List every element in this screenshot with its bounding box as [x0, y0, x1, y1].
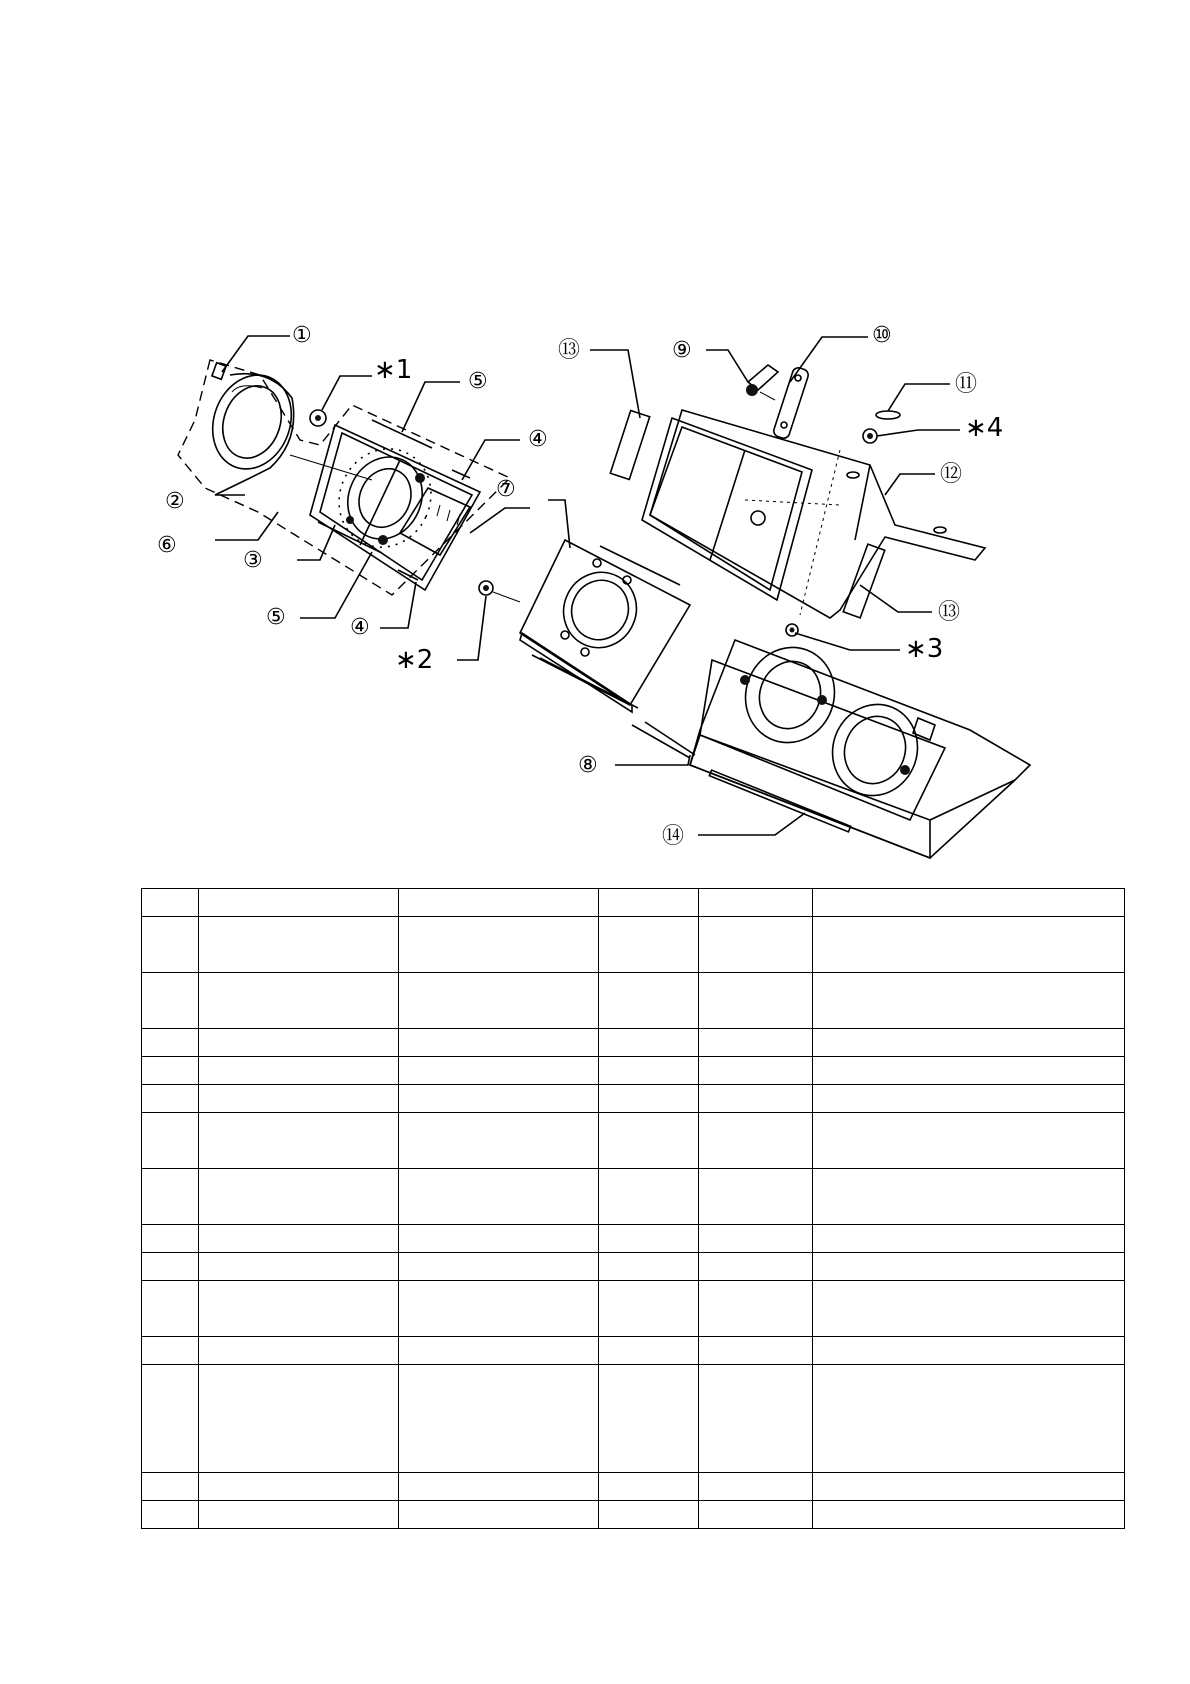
table-cell: [599, 917, 699, 973]
table-cell: [199, 1057, 399, 1085]
table-cell: [399, 1169, 599, 1225]
table-cell: [813, 1365, 1125, 1473]
table-cell: [699, 1225, 813, 1253]
table-row: [142, 1113, 1125, 1169]
table-cell: [699, 1281, 813, 1337]
table-row: [142, 1337, 1125, 1365]
table-cell: [399, 1365, 599, 1473]
callout-8: ⑧: [578, 753, 598, 778]
table-cell: [813, 1281, 1125, 1337]
callout-9: ⑨: [672, 338, 692, 363]
table-cell: [599, 1225, 699, 1253]
table-cell: [142, 1365, 199, 1473]
strip-13-left: [610, 411, 649, 480]
table-cell: [599, 1473, 699, 1501]
table-cell: [813, 1169, 1125, 1225]
callout-5-top: ⑤: [468, 369, 488, 394]
table-cell: [813, 1473, 1125, 1501]
dial-panel: [290, 425, 480, 590]
table-cell: [142, 889, 199, 917]
table-cell: [599, 1029, 699, 1057]
table-cell: [699, 1169, 813, 1225]
table-cell: [142, 1029, 199, 1057]
table-cell: [199, 1253, 399, 1281]
callout-2: ②: [165, 489, 185, 514]
table-cell: [199, 1337, 399, 1365]
table-cell: [399, 1029, 599, 1057]
table-cell: [199, 1113, 399, 1169]
callout-star-1: ∗1: [374, 355, 413, 385]
table-row: [142, 1085, 1125, 1113]
table-cell: [399, 1057, 599, 1085]
table-cell: [813, 889, 1125, 917]
table-cell: [142, 973, 199, 1029]
callout-star-3: ∗3: [905, 634, 944, 664]
table-cell: [142, 917, 199, 973]
callout-3: ③: [243, 548, 263, 573]
table-row: [142, 1473, 1125, 1501]
table-cell: [399, 973, 599, 1029]
table-cell: [599, 1085, 699, 1113]
assembly-boundary-dashed: [178, 360, 510, 595]
table-cell: [199, 889, 399, 917]
screw-4: [863, 429, 877, 443]
callout-7: ⑦: [496, 477, 516, 502]
table-row: [142, 1253, 1125, 1281]
table-cell: [142, 1281, 199, 1337]
table-row: [142, 1057, 1125, 1085]
table-cell: [813, 973, 1125, 1029]
callout-14: ⑭: [662, 824, 685, 849]
strips-left: [318, 420, 470, 580]
table-cell: [813, 917, 1125, 973]
table-cell: [142, 1085, 199, 1113]
table-cell: [199, 1281, 399, 1337]
table-cell: [699, 1501, 813, 1529]
callout-4-bottom: ④: [350, 615, 370, 640]
upper-housing: [642, 410, 985, 618]
table-cell: [199, 917, 399, 973]
table-cell: [142, 1113, 199, 1169]
table-cell: [399, 1501, 599, 1529]
table-cell: [399, 1281, 599, 1337]
table-cell: [399, 1473, 599, 1501]
table-header-row: [142, 889, 1125, 917]
table-cell: [699, 1057, 813, 1085]
callout-star-4: ∗4: [965, 413, 1004, 443]
parts-table: [141, 888, 1125, 1529]
table-cell: [142, 1473, 199, 1501]
table-cell: [813, 1225, 1125, 1253]
table-cell: [199, 1085, 399, 1113]
table-cell: [199, 1169, 399, 1225]
table-cell: [699, 973, 813, 1029]
left-assembly: [178, 360, 510, 595]
hinge-parts: [746, 365, 900, 440]
table-cell: [699, 889, 813, 917]
callout-1: ①: [292, 323, 312, 348]
table-cell: [813, 1253, 1125, 1281]
table-cell: [142, 1057, 199, 1085]
parts-table-body: [142, 889, 1125, 1529]
table-cell: [599, 1281, 699, 1337]
table-cell: [699, 1085, 813, 1113]
table-cell: [699, 1113, 813, 1169]
table-cell: [199, 1501, 399, 1529]
table-cell: [399, 1113, 599, 1169]
table-cell: [813, 1337, 1125, 1365]
callout-6: ⑥: [157, 533, 177, 558]
table-cell: [599, 1169, 699, 1225]
table-row: [142, 1501, 1125, 1529]
table-cell: [399, 1253, 599, 1281]
table-cell: [142, 1253, 199, 1281]
table-cell: [699, 917, 813, 973]
table-cell: [813, 1085, 1125, 1113]
callout-12: ⑫: [940, 462, 963, 487]
callout-13-top: ⑬: [558, 338, 581, 363]
table-row: [142, 1169, 1125, 1225]
table-cell: [599, 1365, 699, 1473]
callout-5-bottom: ⑤: [266, 605, 286, 630]
table-cell: [599, 1253, 699, 1281]
table-cell: [813, 1029, 1125, 1057]
table-cell: [599, 1113, 699, 1169]
callout-4-top: ④: [528, 427, 548, 452]
table-cell: [599, 1337, 699, 1365]
table-cell: [199, 1029, 399, 1057]
table-cell: [699, 1029, 813, 1057]
table-cell: [142, 1501, 199, 1529]
table-cell: [699, 1473, 813, 1501]
middle-plate: [520, 540, 690, 712]
table-cell: [399, 1085, 599, 1113]
table-cell: [399, 1225, 599, 1253]
table-row: [142, 973, 1125, 1029]
table-row: [142, 917, 1125, 973]
callout-13-bottom: ⑬: [938, 600, 961, 625]
callout-10: ⑩: [872, 323, 892, 348]
table-cell: [599, 973, 699, 1029]
strip-13-right: [843, 544, 885, 618]
table-cell: [813, 1113, 1125, 1169]
table-cell: [699, 1365, 813, 1473]
table-cell: [142, 1169, 199, 1225]
table-cell: [399, 889, 599, 917]
table-cell: [142, 1337, 199, 1365]
table-row: [142, 1225, 1125, 1253]
table-cell: [599, 889, 699, 917]
table-cell: [599, 1057, 699, 1085]
table-cell: [399, 917, 599, 973]
screw-1: [310, 410, 326, 426]
table-cell: [142, 1225, 199, 1253]
table-cell: [599, 1501, 699, 1529]
callout-11: ⑪: [955, 372, 978, 397]
table-row: [142, 1365, 1125, 1473]
table-cell: [699, 1253, 813, 1281]
table-cell: [399, 1337, 599, 1365]
table-cell: [199, 1473, 399, 1501]
table-cell: [699, 1337, 813, 1365]
callout-star-2: ∗2: [395, 645, 434, 675]
table-row: [142, 1281, 1125, 1337]
table-row: [142, 1029, 1125, 1057]
lower-housing: [690, 635, 1030, 858]
table-cell: [199, 1365, 399, 1473]
table-cell: [813, 1501, 1125, 1529]
table-cell: [199, 1225, 399, 1253]
table-cell: [813, 1057, 1125, 1085]
table-cell: [199, 973, 399, 1029]
